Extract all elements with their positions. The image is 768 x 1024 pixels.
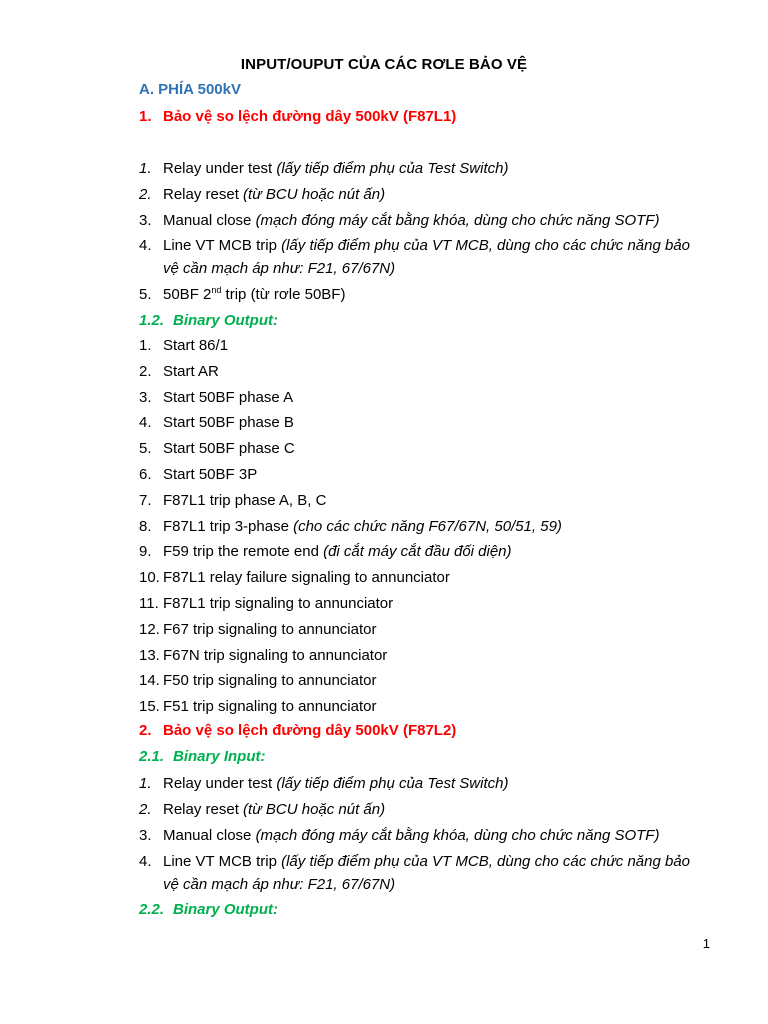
list-number: 1. <box>139 775 152 792</box>
list-text: Relay reset <box>163 801 244 818</box>
subheading-number: 1.2. <box>139 312 165 329</box>
list-note: (lấy tiếp điểm phụ của VT MCB, dùng cho các chức năng bảo vệ cần mạch áp như: F21, 67/67N) <box>163 853 691 893</box>
list-text: Start 86/1 <box>163 337 229 354</box>
list-note: (cho các chức năng F67/67N, 50/51, 59) <box>293 518 562 535</box>
list-note: (từ BCU hoặc nút ấn) <box>243 801 386 818</box>
list-number: 4. <box>139 414 152 431</box>
list-text: F59 trip the remote end <box>163 543 324 560</box>
list-text: F67N trip signaling to annunciator <box>163 647 388 664</box>
list-number: 9. <box>139 543 152 560</box>
list-number: 6. <box>139 466 152 483</box>
list-item <box>139 695 709 718</box>
list-item <box>139 411 709 434</box>
subheading-binary-output <box>139 312 278 329</box>
list-number: 3. <box>139 212 152 229</box>
list-number: 2. <box>139 186 152 203</box>
list-text: Manual close <box>163 827 256 844</box>
list-item <box>139 772 709 795</box>
heading-text: Bảo vệ so lệch đường dây 500kV (F87L2) <box>163 722 457 739</box>
list-number: 2. <box>139 801 152 818</box>
list-note: (mạch đóng máy cắt bằng khóa, dùng cho chức năng SOTF) <box>255 827 660 844</box>
list-text: F87L1 trip 3-phase <box>163 518 294 535</box>
list-number: 1. <box>139 337 152 354</box>
subheading-binary-output-2 <box>139 901 278 918</box>
list-number: 4. <box>139 237 152 254</box>
list-text: Relay reset <box>163 186 244 203</box>
list-number: 15. <box>139 698 160 715</box>
subheading-number: 2.2. <box>139 901 165 918</box>
list-text: Relay under test <box>163 160 277 177</box>
document-title: INPUT/OUPUT CỦA CÁC RƠLE BẢO VỆ <box>240 56 528 73</box>
list-note: (mạch đóng máy cắt bằng khóa, dùng cho chức năng SOTF) <box>255 212 660 229</box>
list-item <box>139 209 709 232</box>
list-text: F50 trip signaling to annunciator <box>163 672 377 689</box>
list-text: Start AR <box>163 363 219 380</box>
list-item <box>139 592 709 615</box>
list-note: (lấy tiếp điểm phụ của Test Switch) <box>276 160 509 177</box>
list-number: 5. <box>139 286 152 303</box>
list-text: Relay under test <box>163 775 277 792</box>
list-number: 12. <box>139 621 160 638</box>
list-text: F51 trip signaling to annunciator <box>163 698 377 715</box>
list-item <box>139 850 709 896</box>
list-text: trip (từ rơle 50BF) <box>221 286 346 303</box>
heading-number: 2. <box>139 722 152 739</box>
list-note: (từ BCU hoặc nút ấn) <box>243 186 386 203</box>
list-text: Line VT MCB trip <box>163 853 282 870</box>
list-item <box>139 386 709 409</box>
list-note: (lấy tiếp điểm phụ của VT MCB, dùng cho các chức năng bảo vệ cần mạch áp như: F21, 67/67N) <box>163 237 691 277</box>
heading-number: 1. <box>139 108 152 125</box>
list-item <box>139 644 709 667</box>
list-item <box>139 283 709 306</box>
list-text: Line VT MCB trip <box>163 237 282 254</box>
list-item <box>139 463 709 486</box>
list-text: F87L1 trip signaling to annunciator <box>163 595 394 612</box>
list-item <box>139 489 709 512</box>
list-number: 3. <box>139 827 152 844</box>
list-item <box>139 360 709 383</box>
list-text: F87L1 trip phase A, B, C <box>163 492 327 509</box>
list-number: 13. <box>139 647 160 664</box>
list-item <box>139 824 709 847</box>
list-text: Start 50BF phase C <box>163 440 295 457</box>
list-item <box>139 566 709 589</box>
page-number: 1 <box>702 936 710 951</box>
list-item <box>139 234 709 280</box>
list-item <box>139 157 709 180</box>
subheading-number: 2.1. <box>139 748 165 765</box>
list-note: (lấy tiếp điểm phụ của Test Switch) <box>276 775 509 792</box>
list-number: 8. <box>139 518 152 535</box>
subheading-binary-input <box>139 748 266 765</box>
subheading-text: Binary Output: <box>173 312 278 329</box>
list-item <box>139 515 709 538</box>
list-text: Start 50BF phase A <box>163 389 294 406</box>
subheading-text: Binary Input: <box>173 748 266 765</box>
list-item <box>139 669 709 692</box>
heading-f87l1 <box>139 108 456 125</box>
list-text: Manual close <box>163 212 256 229</box>
list-number: 10. <box>139 569 160 586</box>
list-number: 5. <box>139 440 152 457</box>
list-text: 50BF 2 <box>163 286 212 303</box>
list-number: 2. <box>139 363 152 380</box>
list-text: Start 50BF phase B <box>163 414 294 431</box>
subheading-text: Binary Output: <box>173 901 278 918</box>
heading-f87l2 <box>139 722 456 739</box>
list-note: (đi cắt máy cắt đầu đối diện) <box>323 543 512 560</box>
list-text: F67 trip signaling to annunciator <box>163 621 377 638</box>
section-a-heading: A. PHÍA 500kV <box>139 81 241 98</box>
list-text: F87L1 relay failure signaling to annunciator <box>163 569 450 586</box>
superscript: nd <box>211 285 222 295</box>
list-item <box>139 334 709 357</box>
list-number: 11. <box>139 595 159 612</box>
list-item <box>139 183 709 206</box>
list-number: 4. <box>139 853 152 870</box>
heading-text: Bảo vệ so lệch đường dây 500kV (F87L1) <box>163 108 457 125</box>
list-item <box>139 437 709 460</box>
list-item <box>139 540 709 563</box>
list-number: 14. <box>139 672 160 689</box>
list-number: 7. <box>139 492 152 509</box>
list-text: Start 50BF 3P <box>163 466 258 483</box>
list-number: 3. <box>139 389 152 406</box>
list-number: 1. <box>139 160 152 177</box>
list-item <box>139 618 709 641</box>
list-item <box>139 798 709 821</box>
